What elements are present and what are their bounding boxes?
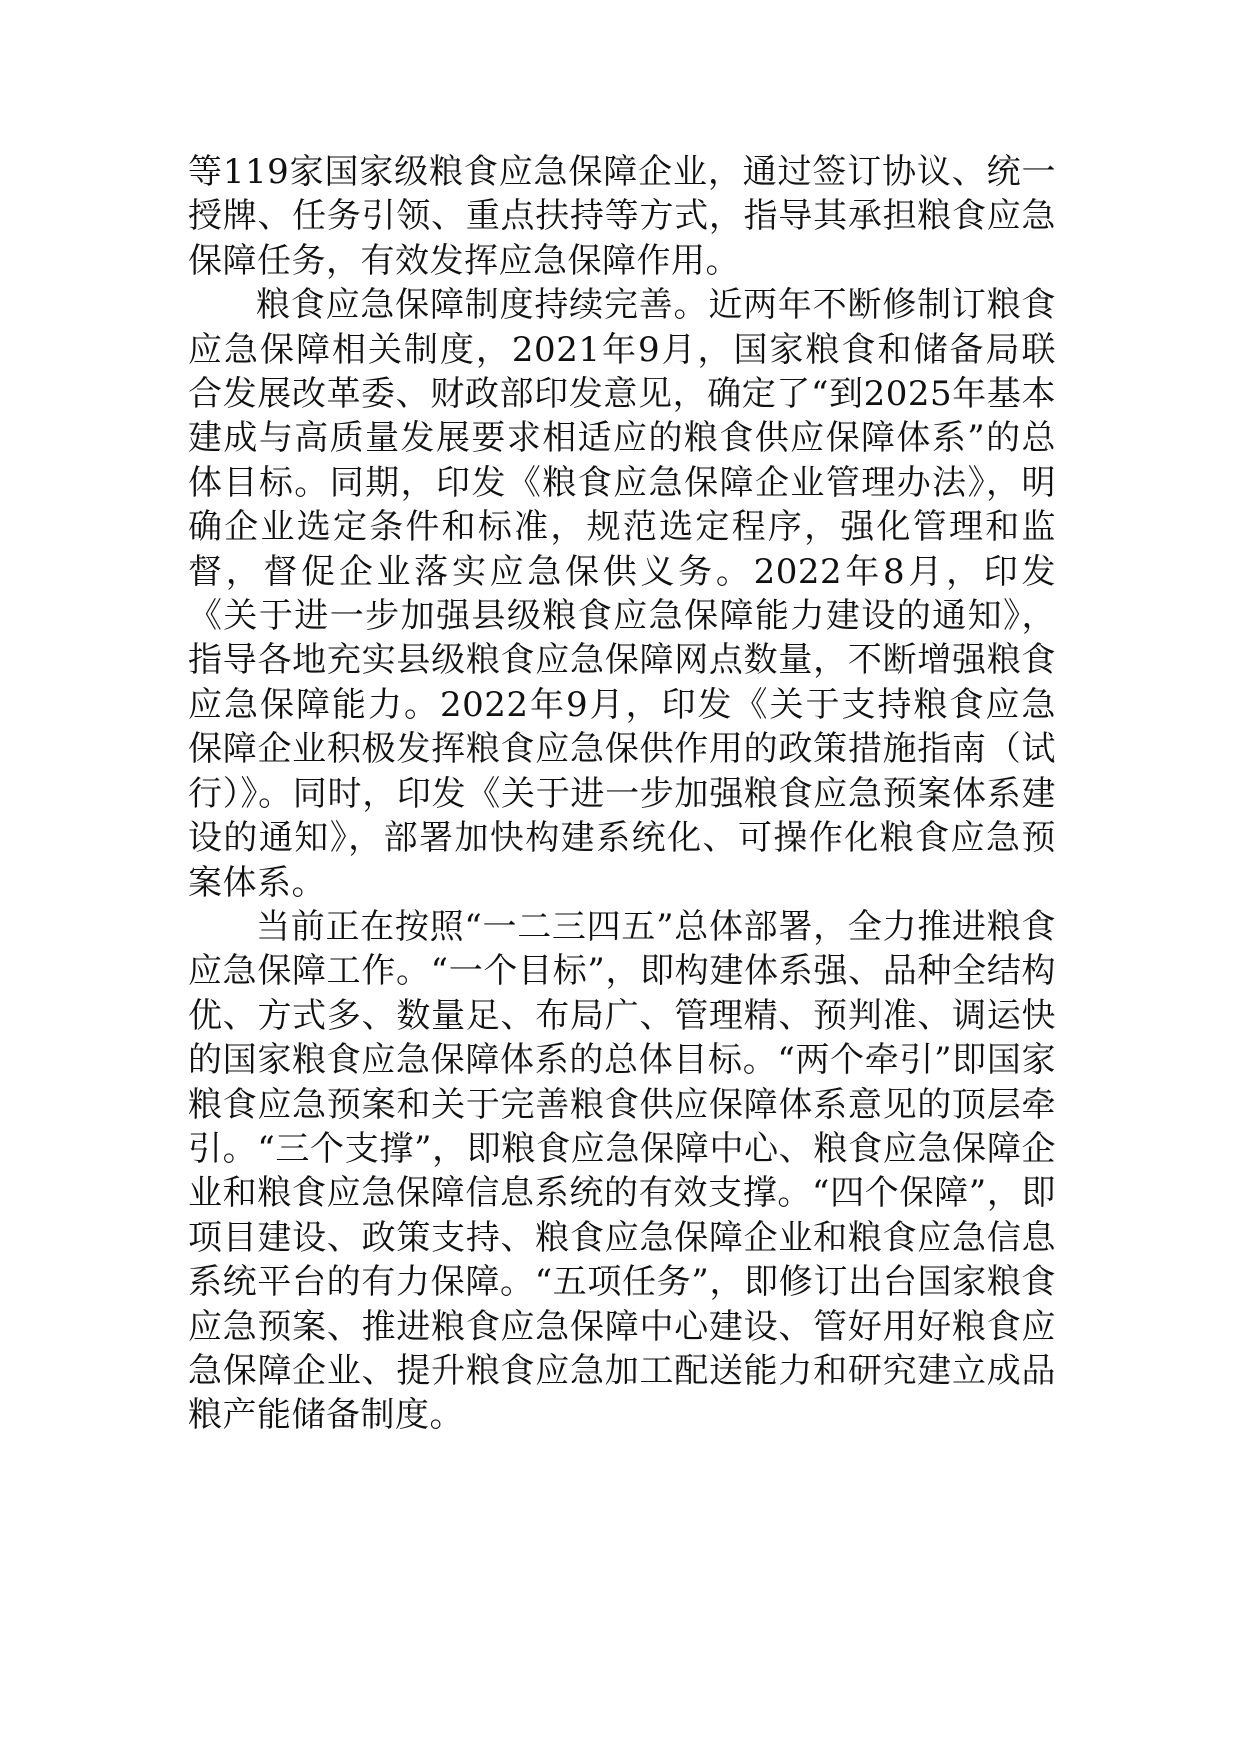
- paragraph-1: 等119家国家级粮食应急保障企业，通过签订协议、统一授牌、任务引领、重点扶持等方式，指导其承担粮食应急保障任务，有效发挥应急保障作用。: [188, 152, 1056, 281]
- body-text: [188, 150, 1056, 1438]
- paragraph-2: 粮食应急保障制度持续完善。近两年不断修制订粮食应急保障相关制度，2021年9月，国家粮食和储备局联合发展改革委、财政部印发意见，确定了“到2025年基本建成与高质量发展要求相适应的粮食供应保障体系”的总体目标。同期，印发《粮食应急保障企业管理办法》，明确企业选定条件和标准，规范选定程序，强化管理和监督，督促企业落实应急保供义务。2022年8月，印发《关于进一步加强县级粮食应急保障能力建设的通知》，指导各地充实县级粮食应急保障网点数量，不断增强粮食应急保障能力。2022年9月，印发《关于支持粮食应急保障企业积极发挥粮食应急保供作用的政策措施指南（试行）》。同时，印发《关于进一步加强粮食应急预案体系建设的通知》，部署加快构建系统化、可操作化粮食应急预案体系。: [188, 285, 1056, 903]
- paragraph-3: 当前正在按照“一二三四五”总体部署，全力推进粮食应急保障工作。“一个目标”，即构建体系强、品种全结构优、方式多、数量足、布局广、管理精、预判准、调运快的国家粮食应急保障体系的总体目标。“两个牵引”即国家粮食应急预案和关于完善粮食供应保障体系意见的顶层牵引。“三个支撑”，即粮食应急保障中心、粮食应急保障企业和粮食应急保障信息系统的有效支撑。“四个保障”，即项目建设、政策支持、粮食应急保障企业和粮食应急信息系统平台的有力保障。“五项任务”，即修订出台国家粮食应急预案、推进粮食应急保障中心建设、管好用好粮食应急保障企业、提升粮食应急加工配送能力和研究建立成品粮产能储备制度。: [188, 906, 1056, 1436]
